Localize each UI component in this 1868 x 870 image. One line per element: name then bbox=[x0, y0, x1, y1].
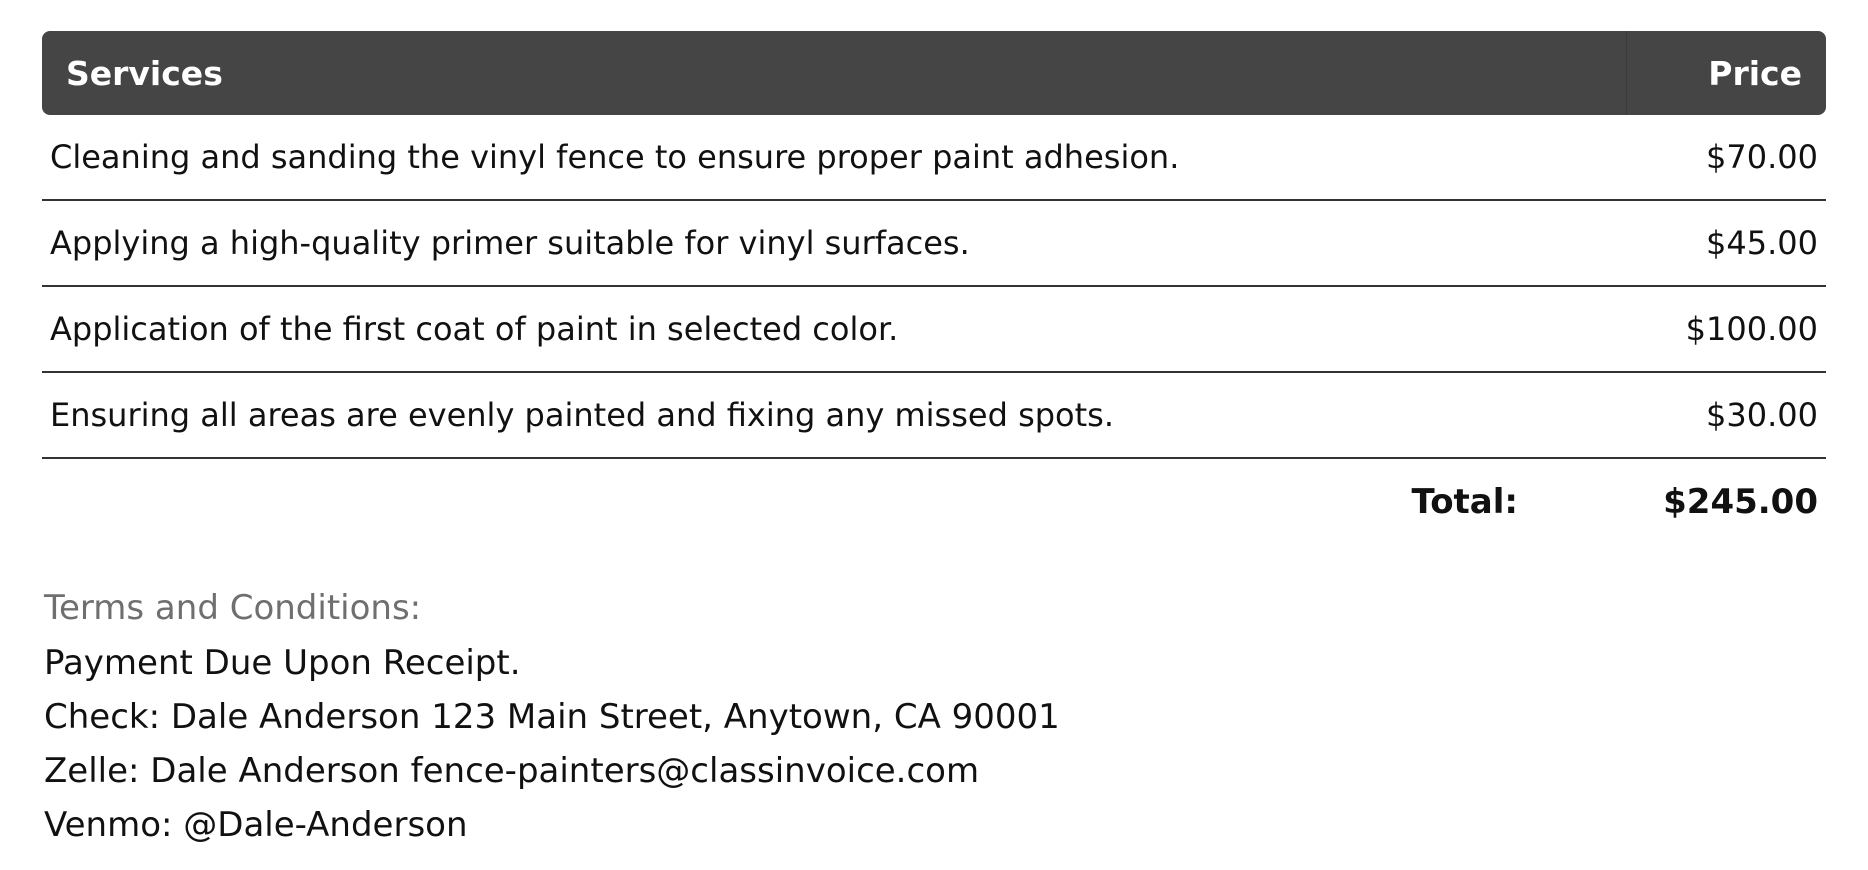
service-description: Application of the first coat of paint in selected color. bbox=[42, 287, 1626, 373]
services-table bbox=[42, 31, 1826, 545]
table-header-row bbox=[42, 31, 1826, 115]
payment-terms-line: Payment Due Upon Receipt. bbox=[44, 643, 521, 683]
service-price: $70.00 bbox=[1626, 115, 1826, 201]
service-description: Applying a high-quality primer suitable for vinyl surfaces. bbox=[42, 201, 1626, 287]
zelle-payment-line: Zelle: Dale Anderson fence-painters@classinvoice.com bbox=[44, 751, 980, 791]
table-row bbox=[42, 373, 1826, 459]
services-column-header: Services bbox=[42, 31, 1626, 115]
total-row bbox=[42, 459, 1826, 545]
total-value: $245.00 bbox=[1663, 482, 1818, 522]
table-row bbox=[42, 201, 1826, 287]
terms-and-conditions bbox=[44, 580, 1060, 852]
check-payment-line: Check: Dale Anderson 123 Main Street, Anytown, CA 90001 bbox=[44, 697, 1060, 737]
table-row bbox=[42, 287, 1826, 373]
venmo-payment-line: Venmo: @Dale-Anderson bbox=[44, 805, 468, 845]
service-description: Cleaning and sanding the vinyl fence to ensure proper paint adhesion. bbox=[42, 115, 1626, 201]
service-price: $30.00 bbox=[1626, 373, 1826, 459]
table-row bbox=[42, 115, 1826, 201]
total-label: Total: bbox=[1411, 482, 1518, 522]
price-column-header: Price bbox=[1626, 31, 1826, 115]
service-description: Ensuring all areas are evenly painted and fixing any missed spots. bbox=[42, 373, 1626, 459]
service-price: $45.00 bbox=[1626, 201, 1826, 287]
terms-title: Terms and Conditions: bbox=[44, 588, 422, 628]
service-price: $100.00 bbox=[1626, 287, 1826, 373]
